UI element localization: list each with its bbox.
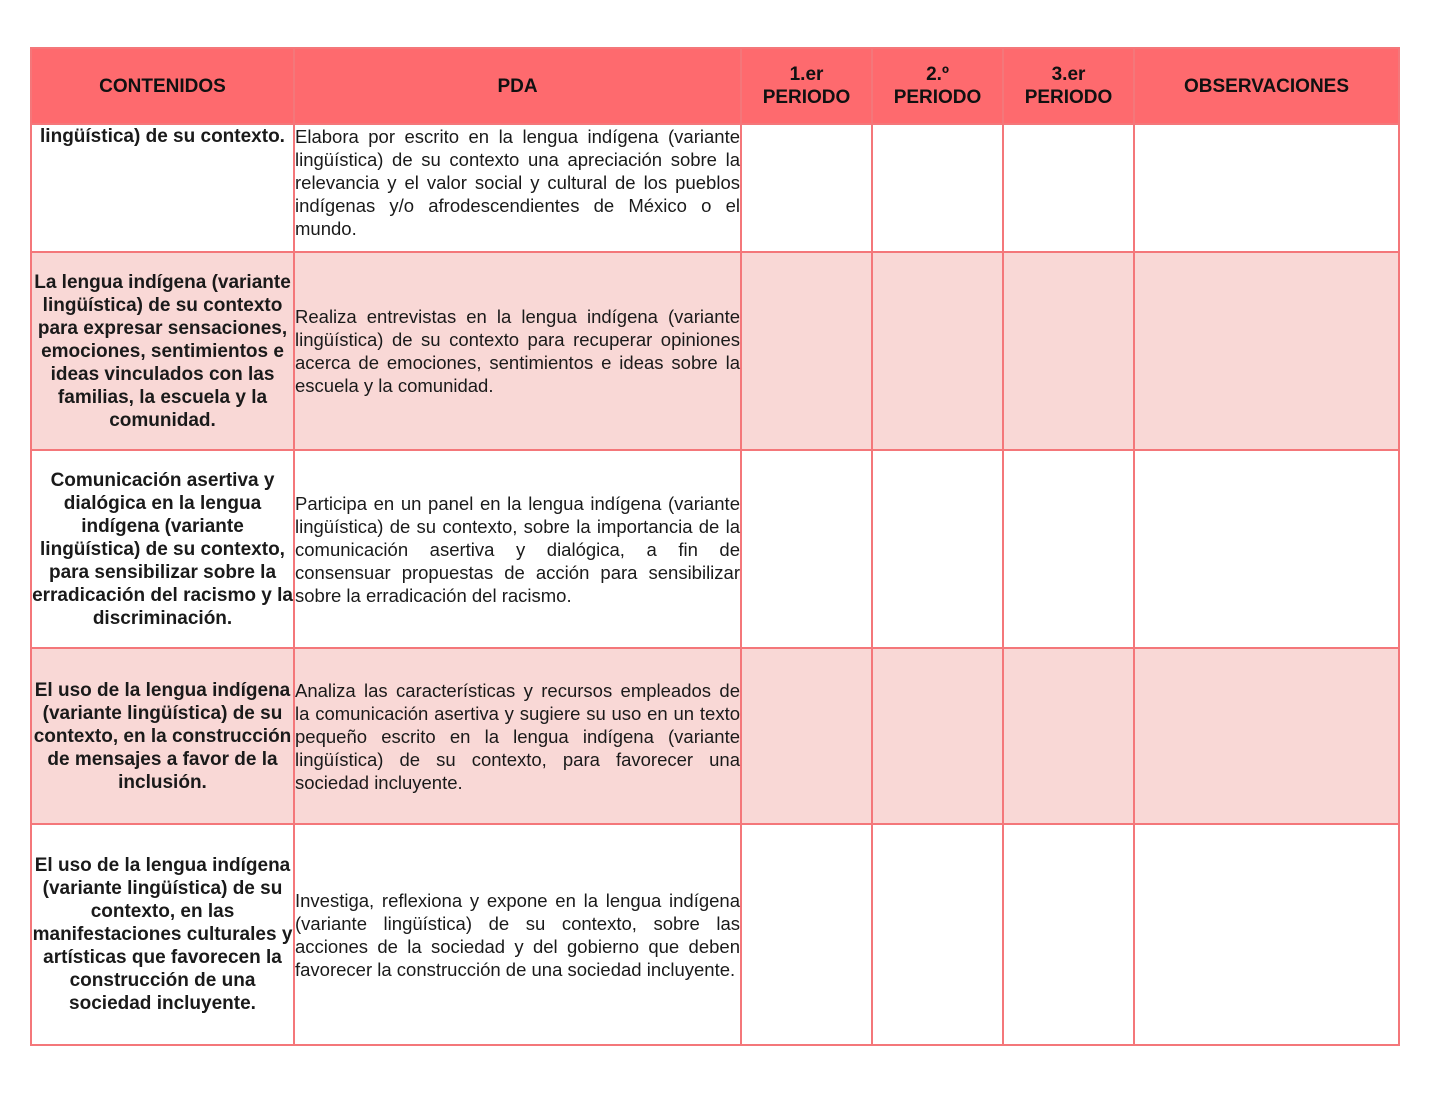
period-1-cell[interactable] [741, 648, 872, 824]
table-row [31, 824, 1399, 1045]
observaciones-cell[interactable] [1134, 124, 1399, 252]
pda-cell: Elabora por escrito en la lengua indígena (variante lingüística) de su contexto una apreciación sobre la relevancia y el valor social y cultural de los pueblos indígenas y/o afrodescendientes de México o el mundo. [294, 124, 741, 252]
period-3-cell[interactable] [1003, 450, 1134, 648]
header-period-3-ordinal: 3.er [1051, 64, 1086, 85]
header-period-1-ordinal: 1.er [789, 64, 824, 85]
period-2-cell[interactable] [872, 824, 1003, 1045]
period-1-cell[interactable] [741, 124, 872, 252]
table-row [31, 648, 1399, 824]
pda-cell: Investiga, reflexiona y expone en la lengua indígena (variante lingüística) de su contexto, sobre las acciones de la sociedad y del gobierno que deben favorecer la construcción de una sociedad incluyente. [294, 824, 741, 1045]
period-1-cell[interactable] [741, 252, 872, 450]
header-period-2-ordinal: 2.º [926, 64, 949, 85]
table-header-row [31, 48, 1399, 124]
header-period-2-label: PERIODO [893, 87, 982, 108]
header-observaciones: OBSERVACIONES [1134, 48, 1399, 124]
period-2-cell[interactable] [872, 124, 1003, 252]
header-pda: PDA [294, 48, 741, 124]
observaciones-cell[interactable] [1134, 450, 1399, 648]
table-row [31, 252, 1399, 450]
contenido-cell: lingüística) de su contexto. [31, 124, 294, 252]
period-3-cell[interactable] [1003, 124, 1134, 252]
observaciones-cell[interactable] [1134, 824, 1399, 1045]
header-period-2 [872, 48, 1003, 124]
pda-cell: Participa en un panel en la lengua indígena (variante lingüística) de su contexto, sobre la importancia de la comunicación asertiva y dialógica, a fin de consensuar propuestas de acción para sensibilizar sobre la erradicación del racismo. [294, 450, 741, 648]
contenido-cell: El uso de la lengua indígena (variante lingüística) de su contexto, en la construcción de mensajes a favor de la inclusión. [31, 648, 294, 824]
table-row [31, 450, 1399, 648]
period-2-cell[interactable] [872, 648, 1003, 824]
observaciones-cell[interactable] [1134, 252, 1399, 450]
header-period-1-label: PERIODO [762, 87, 851, 108]
period-1-cell[interactable] [741, 824, 872, 1045]
observaciones-cell[interactable] [1134, 648, 1399, 824]
period-2-cell[interactable] [872, 252, 1003, 450]
header-period-3-label: PERIODO [1024, 87, 1113, 108]
contenido-cell: La lengua indígena (variante lingüística) de su contexto para expresar sensaciones, emociones, sentimientos e ideas vinculados con las familias, la escuela y la comunidad. [31, 252, 294, 450]
header-period-1 [741, 48, 872, 124]
table-row [31, 124, 1399, 252]
pda-cell: Realiza entrevistas en la lengua indígena (variante lingüística) de su contexto para recuperar opiniones acerca de emociones, sentimientos e ideas sobre la escuela y la comunidad. [294, 252, 741, 450]
header-period-3 [1003, 48, 1134, 124]
contenido-cell: El uso de la lengua indígena (variante lingüística) de su contexto, en las manifestaciones culturales y artísticas que favorecen la construcción de una sociedad incluyente. [31, 824, 294, 1045]
header-contenidos: CONTENIDOS [31, 48, 294, 124]
period-3-cell[interactable] [1003, 824, 1134, 1045]
period-2-cell[interactable] [872, 450, 1003, 648]
evaluation-table [30, 47, 1400, 1046]
contenido-cell: Comunicación asertiva y dialógica en la lengua indígena (variante lingüística) de su contexto, para sensibilizar sobre la erradicación del racismo y la discriminación. [31, 450, 294, 648]
period-1-cell[interactable] [741, 450, 872, 648]
period-3-cell[interactable] [1003, 648, 1134, 824]
period-3-cell[interactable] [1003, 252, 1134, 450]
pda-cell: Analiza las características y recursos empleados de la comunicación asertiva y sugiere su uso en un texto pequeño escrito en la lengua indígena (variante lingüística) de su contexto, para favorecer una sociedad incluyente. [294, 648, 741, 824]
